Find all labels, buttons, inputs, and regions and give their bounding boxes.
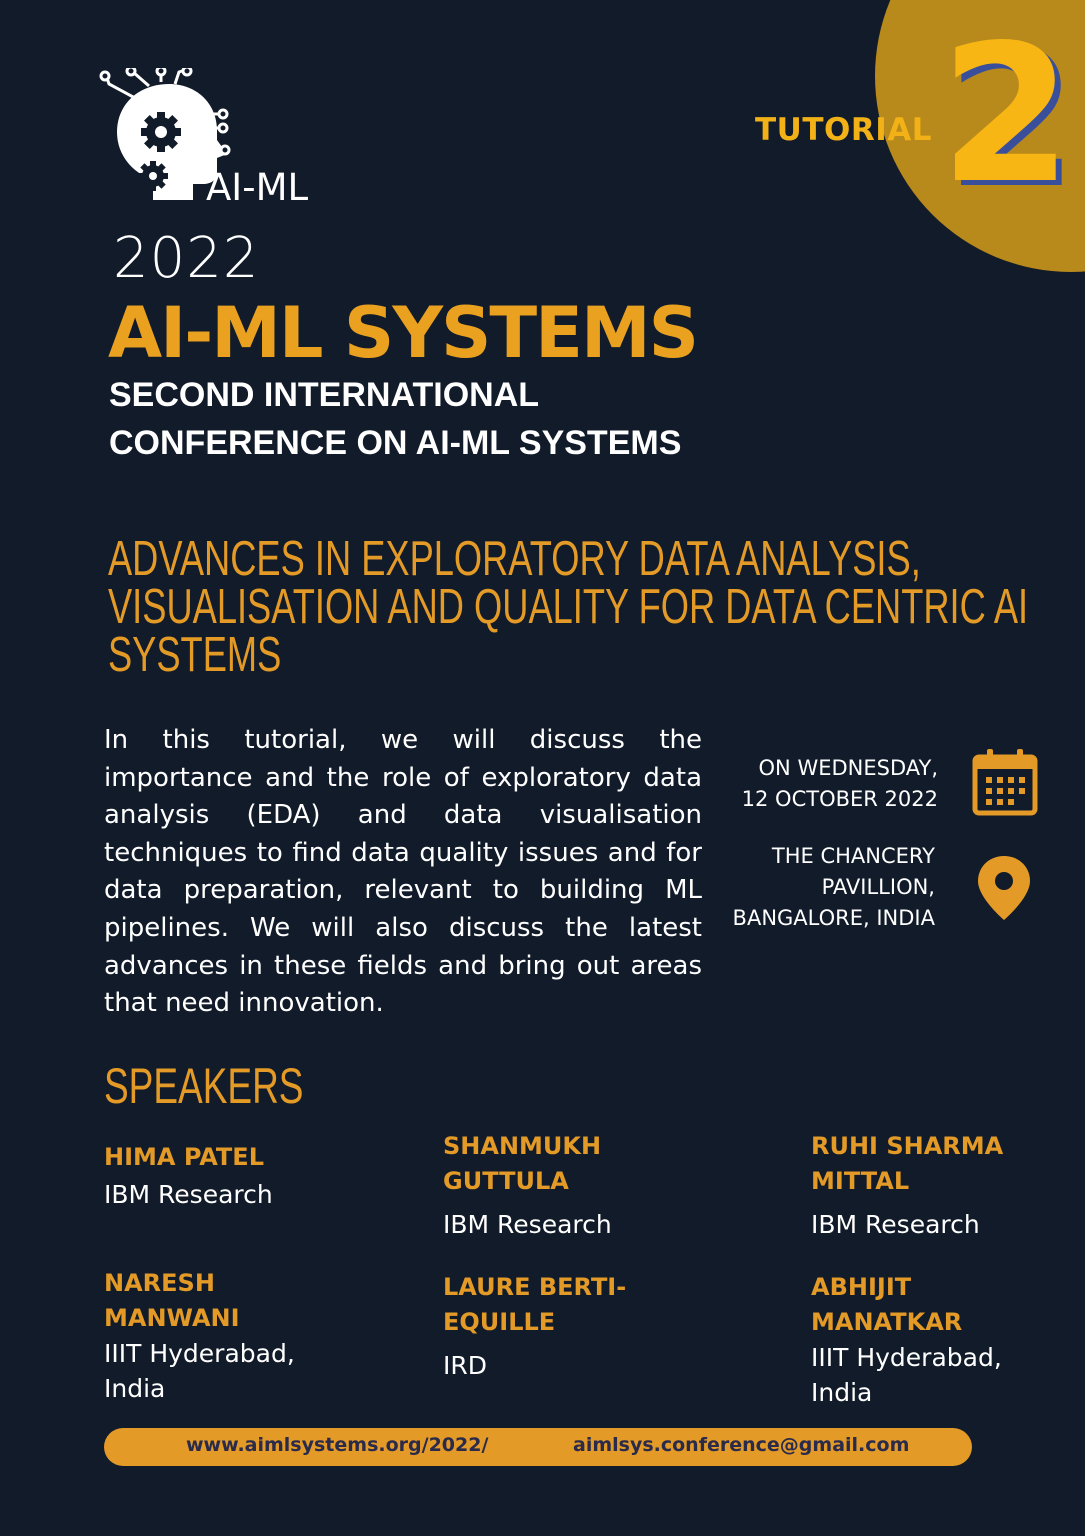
conference-title: AI-ML SYSTEMS (108, 292, 698, 374)
event-date-line-2: 12 OCTOBER 2022 (741, 787, 938, 811)
speaker-affiliation: IIIT Hyderabad, (104, 1339, 295, 1368)
email-link[interactable]: aimlsys.conference@gmail.com (573, 1434, 910, 1456)
event-date (742, 753, 938, 815)
speaker-affiliation: IBM Research (443, 1210, 612, 1239)
speaker-card (443, 1129, 743, 1242)
speaker-card (443, 1270, 743, 1383)
speaker-card (811, 1270, 1071, 1410)
speaker-name: EQUILLE (443, 1308, 556, 1336)
tutorial-title (108, 532, 1029, 682)
speaker-affiliation: IBM Research (811, 1210, 980, 1239)
event-date-line-1: ON WEDNESDAY, (758, 756, 938, 780)
speaker-name: NARESH (104, 1269, 215, 1297)
speaker-name: MITTAL (811, 1167, 910, 1195)
speaker-name: MANATKAR (811, 1308, 963, 1336)
conference-subtitle-line-1: SECOND INTERNATIONAL (109, 376, 540, 414)
website-link[interactable]: www.aimlsystems.org/2022/ (186, 1434, 489, 1456)
speaker-name: ABHIJIT (811, 1273, 912, 1301)
speaker-affiliation: India (811, 1378, 873, 1407)
calendar-icon (972, 747, 1038, 817)
event-venue-line-3: BANGALORE, INDIA (732, 906, 935, 930)
speaker-card (811, 1129, 1071, 1242)
tutorial-title-line-1: ADVANCES IN EXPLORATORY DATA ANALYSIS, (108, 532, 921, 586)
speaker-affiliation: IRD (443, 1351, 487, 1380)
speaker-name: HIMA PATEL (104, 1143, 264, 1171)
tutorial-label: TUTORIAL (755, 112, 932, 148)
event-venue-line-2: PAVILLION, (821, 875, 935, 899)
logo-text: AI-ML (206, 166, 309, 209)
conference-year: 2022 (113, 226, 260, 291)
speaker-name: GUTTULA (443, 1167, 569, 1195)
location-pin-icon (976, 854, 1032, 922)
speaker-name: SHANMUKH (443, 1132, 602, 1160)
speaker-name: MANWANI (104, 1304, 240, 1332)
speaker-affiliation: India (104, 1374, 166, 1403)
speaker-card (104, 1266, 404, 1406)
speaker-affiliation: IBM Research (104, 1180, 273, 1209)
tutorial-title-line-3: SYSTEMS (108, 628, 282, 682)
event-venue-line-1: THE CHANCERY (771, 844, 935, 868)
speaker-name: LAURE BERTI- (443, 1273, 627, 1301)
tutorial-number: 2 (940, 4, 1073, 225)
speakers-heading: SPEAKERS (104, 1058, 304, 1114)
speaker-affiliation: IIIT Hyderabad, (811, 1343, 1002, 1372)
event-venue (733, 841, 935, 934)
tutorial-title-line-2: VISUALISATION AND QUALITY FOR DATA CENTRIC AI (108, 580, 1029, 634)
conference-subtitle-line-2: CONFERENCE ON AI-ML SYSTEMS (109, 424, 682, 462)
speaker-card (104, 1140, 404, 1212)
tutorial-description: In this tutorial, we will discuss the importance and the role of exploratory data analysis (EDA) and data visualisation techniques to find data quality issues and for data preparation, relevant to building ML pipelines. We will also discuss the latest advances in these fields and bring out areas that need innovation. (104, 725, 702, 1019)
speaker-name: RUHI SHARMA (811, 1132, 1004, 1160)
